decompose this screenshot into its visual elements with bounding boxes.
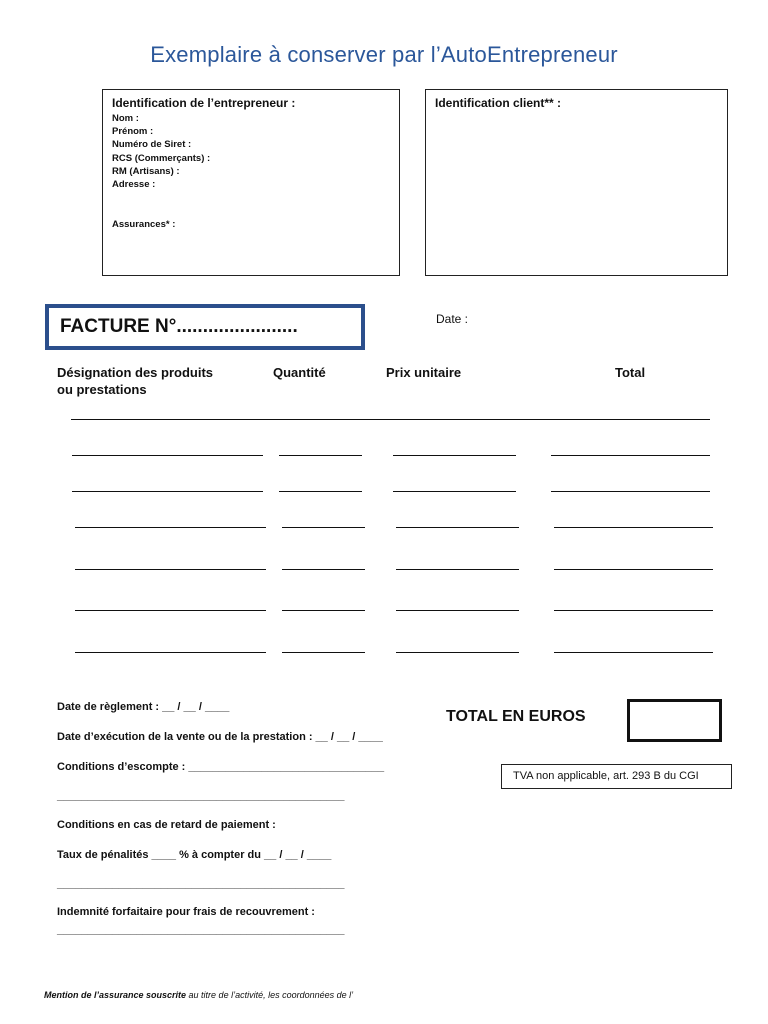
field-rm: RM (Artisans) :: [112, 166, 180, 177]
designation-line[interactable]: [75, 527, 266, 528]
page-title: Exemplaire à conserver par l’AutoEntrepreneur: [150, 42, 618, 67]
client-heading: Identification client** :: [435, 96, 562, 110]
field-adresse: Adresse :: [112, 179, 156, 190]
col-total: Total: [615, 365, 646, 380]
col-quantite: Quantité: [273, 365, 326, 380]
total-line[interactable]: [554, 527, 713, 528]
field-siret: Numéro de Siret :: [112, 139, 192, 150]
taux-line[interactable]: _______________________________________________: [57, 878, 345, 890]
date-execution[interactable]: Date d’exécution de la vente ou de la prestation : __ / __ / ____: [57, 731, 383, 743]
field-assurances: Assurances* :: [112, 219, 176, 230]
quantite-line[interactable]: [282, 527, 365, 528]
taux-penalites[interactable]: Taux de pénalités ____ % à compter du __ / __ / ____: [57, 849, 332, 861]
designation-line[interactable]: [72, 455, 263, 456]
total-line[interactable]: [551, 491, 710, 492]
total-euros-box[interactable]: [627, 699, 722, 742]
total-line[interactable]: [551, 455, 710, 456]
conditions-retard: Conditions en cas de retard de paiement :: [57, 819, 276, 831]
prix-line[interactable]: [396, 610, 519, 611]
prix-line[interactable]: [396, 652, 519, 653]
total-line[interactable]: [554, 652, 713, 653]
total-line[interactable]: [554, 569, 713, 570]
conditions-escompte-line[interactable]: _______________________________________________: [57, 790, 345, 802]
designation-line[interactable]: [75, 569, 266, 570]
quantite-line[interactable]: [282, 610, 365, 611]
footer-note: [44, 990, 353, 1000]
date-reglement[interactable]: Date de règlement : __ / __ / ____: [57, 701, 230, 713]
quantite-line[interactable]: [279, 455, 362, 456]
field-nom: Nom :: [112, 113, 139, 124]
tva-note-box: [501, 764, 732, 789]
col-designation: Désignation des produits ou prestations: [57, 365, 214, 397]
designation-line[interactable]: [72, 491, 263, 492]
field-prenom: Prénom :: [112, 126, 154, 137]
quantite-line[interactable]: [282, 569, 365, 570]
indemnite-line[interactable]: _______________________________________________: [57, 924, 345, 936]
total-line[interactable]: [554, 610, 713, 611]
client-box: [425, 89, 728, 276]
field-rcs: RCS (Commerçants) :: [112, 153, 211, 164]
prix-line[interactable]: [396, 569, 519, 570]
footer-bold: Mention de l’assurance souscrite: [44, 990, 187, 1000]
designation-line[interactable]: [75, 652, 266, 653]
prix-line[interactable]: [393, 491, 516, 492]
footer-italic: au titre de l’activité, les coordonnées de l’: [186, 990, 354, 1000]
table-header-rule: [71, 419, 710, 420]
tva-note: TVA non applicable, art. 293 B du CGI: [513, 770, 699, 782]
quantite-line[interactable]: [279, 491, 362, 492]
prix-line[interactable]: [396, 527, 519, 528]
indemnite: Indemnité forfaitaire pour frais de recouvrement :: [57, 906, 315, 918]
conditions-escompte[interactable]: Conditions d’escompte : ________________________________: [57, 761, 385, 773]
entrepreneur-box: [102, 89, 400, 276]
date-label: Date :: [436, 312, 469, 326]
prix-line[interactable]: [393, 455, 516, 456]
col-prix-unitaire: Prix unitaire: [386, 365, 462, 380]
designation-line[interactable]: [75, 610, 266, 611]
facture-number-box: [45, 304, 365, 350]
facture-label: FACTURE N°.......................: [60, 316, 298, 337]
entrepreneur-heading: Identification de l’entrepreneur :: [112, 96, 296, 110]
quantite-line[interactable]: [282, 652, 365, 653]
total-euros-label: TOTAL EN EUROS: [446, 708, 586, 725]
